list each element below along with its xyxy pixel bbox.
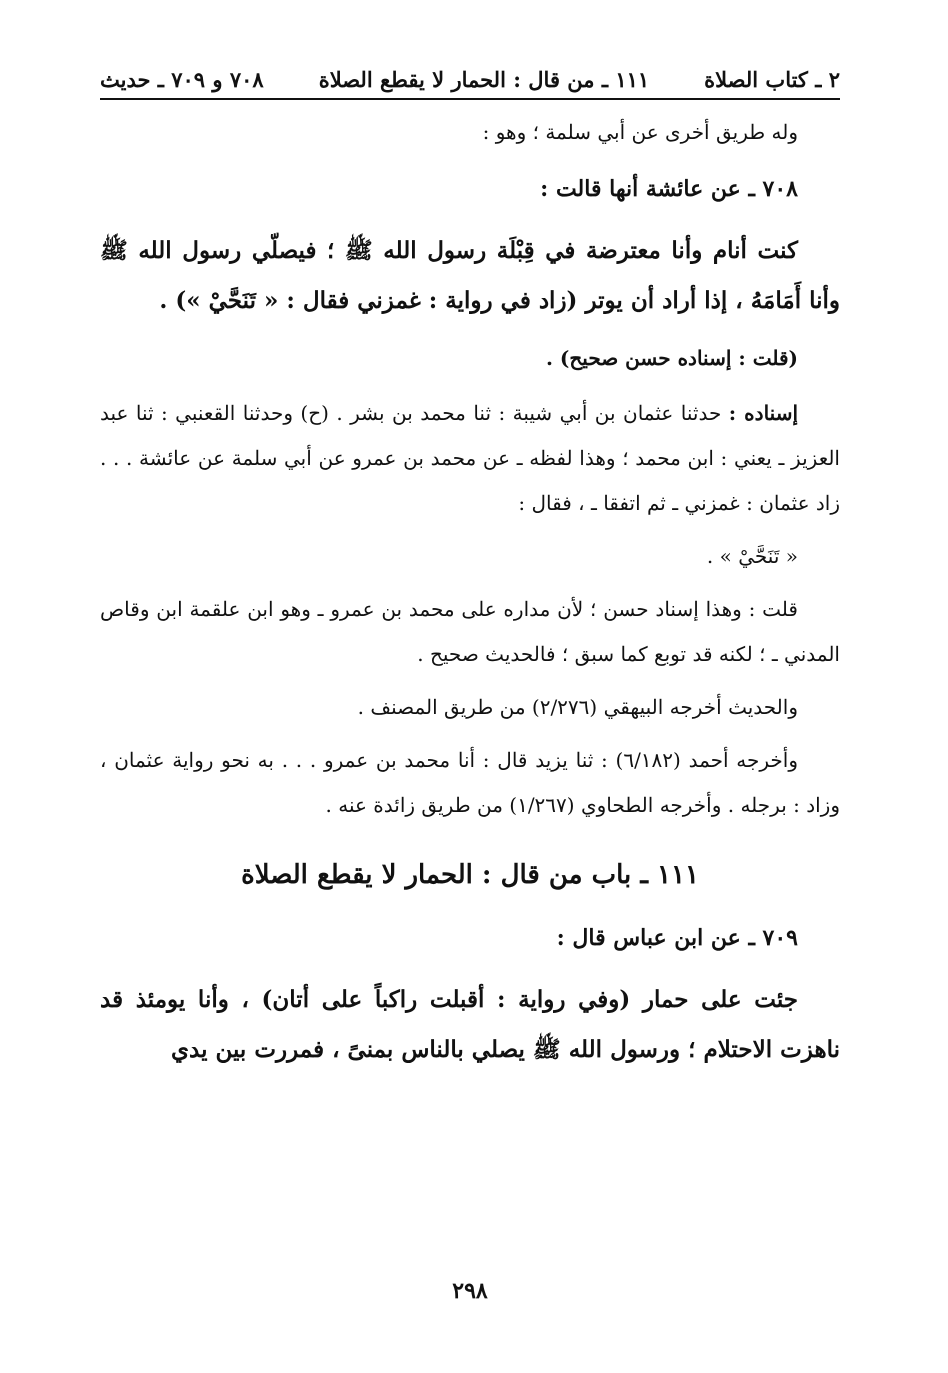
isnad-text: حدثنا عثمان بن أبي شيبة : ثنا محمد بن بشر . (ح) وحدثنا القعنبي : ثنا عبد العزيز ـ يعني : ابن محمد ؛ وهذا لفظه ـ عن محمد بن عمرو عن أبي سلمة عن عائشة . . . زاد عثمان : غمزني ـ ثم اتفقا ـ ، فقال :	[100, 401, 840, 515]
hadith-708-takhrij-1: والحديث أخرجه البيهقي (٢/٢٧٦) من طريق المصنف .	[357, 695, 798, 719]
header-book-title: ٢ ـ كتاب الصلاة	[704, 66, 840, 92]
intro-line: وله طريق أخرى عن أبي سلمة ؛ وهو :	[482, 120, 798, 144]
hadith-708-heading: ٧٠٨ ـ عن عائشة أنها قالت :	[540, 176, 798, 202]
hadith-708-quote: « تَنَحَّيْ » .	[706, 544, 798, 568]
hadith-709-heading: ٧٠٩ ـ عن ابن عباس قال :	[556, 925, 798, 951]
running-header	[100, 60, 840, 100]
hadith-708-grade: (قلت : إسناده حسن صحيح) .	[545, 346, 798, 370]
hadith-709-matn: جئت على حمار (وفي رواية : أقبلت راكباً على أتان) ، وأنا يومئذ قد ناهزت الاحتلام ؛ ورسول الله ﷺ يصلي بالناس بمنىً ، فمررت بين يدي	[100, 986, 840, 1063]
isnad-label: إسناده :	[728, 401, 799, 425]
hadith-708-matn: كنت أنام وأنا معترضة في قِبْلَة رسول الله ﷺ ؛ فيصلّي رسول الله ﷺ وأنا أَمَامَهُ ، إذا أراد أن يوتر (زاد في رواية : غمزني فقال : « تَنَحَّيْ ») .	[100, 237, 840, 314]
chapter-heading: ١١١ ـ باب من قال : الحمار لا يقطع الصلاة	[241, 860, 699, 890]
header-chapter-title: ١١١ ـ من قال : الحمار لا يقطع الصلاة	[318, 66, 650, 92]
header-hadith-range: ٧٠٨ و ٧٠٩ ـ حديث	[100, 66, 264, 92]
hadith-708-takhrij-2: وأخرجه أحمد (٦/١٨٢) : ثنا يزيد قال : أنا محمد بن عمرو . . . به نحو رواية عثمان ، وزاد : برجله . وأخرجه الطحاوي (١/٢٦٧) من طريق زائدة عنه .	[100, 748, 840, 817]
hadith-708-isnad	[100, 391, 840, 526]
page-number: ٢٩٨	[452, 1278, 488, 1304]
hadith-708-comment: قلت : وهذا إسناد حسن ؛ لأن مداره على محمد بن عمرو ـ وهو ابن علقمة ابن وقاص المدني ـ ؛ لكنه قد توبع كما سبق ؛ فالحديث صحيح .	[100, 597, 840, 666]
page	[100, 60, 840, 1340]
